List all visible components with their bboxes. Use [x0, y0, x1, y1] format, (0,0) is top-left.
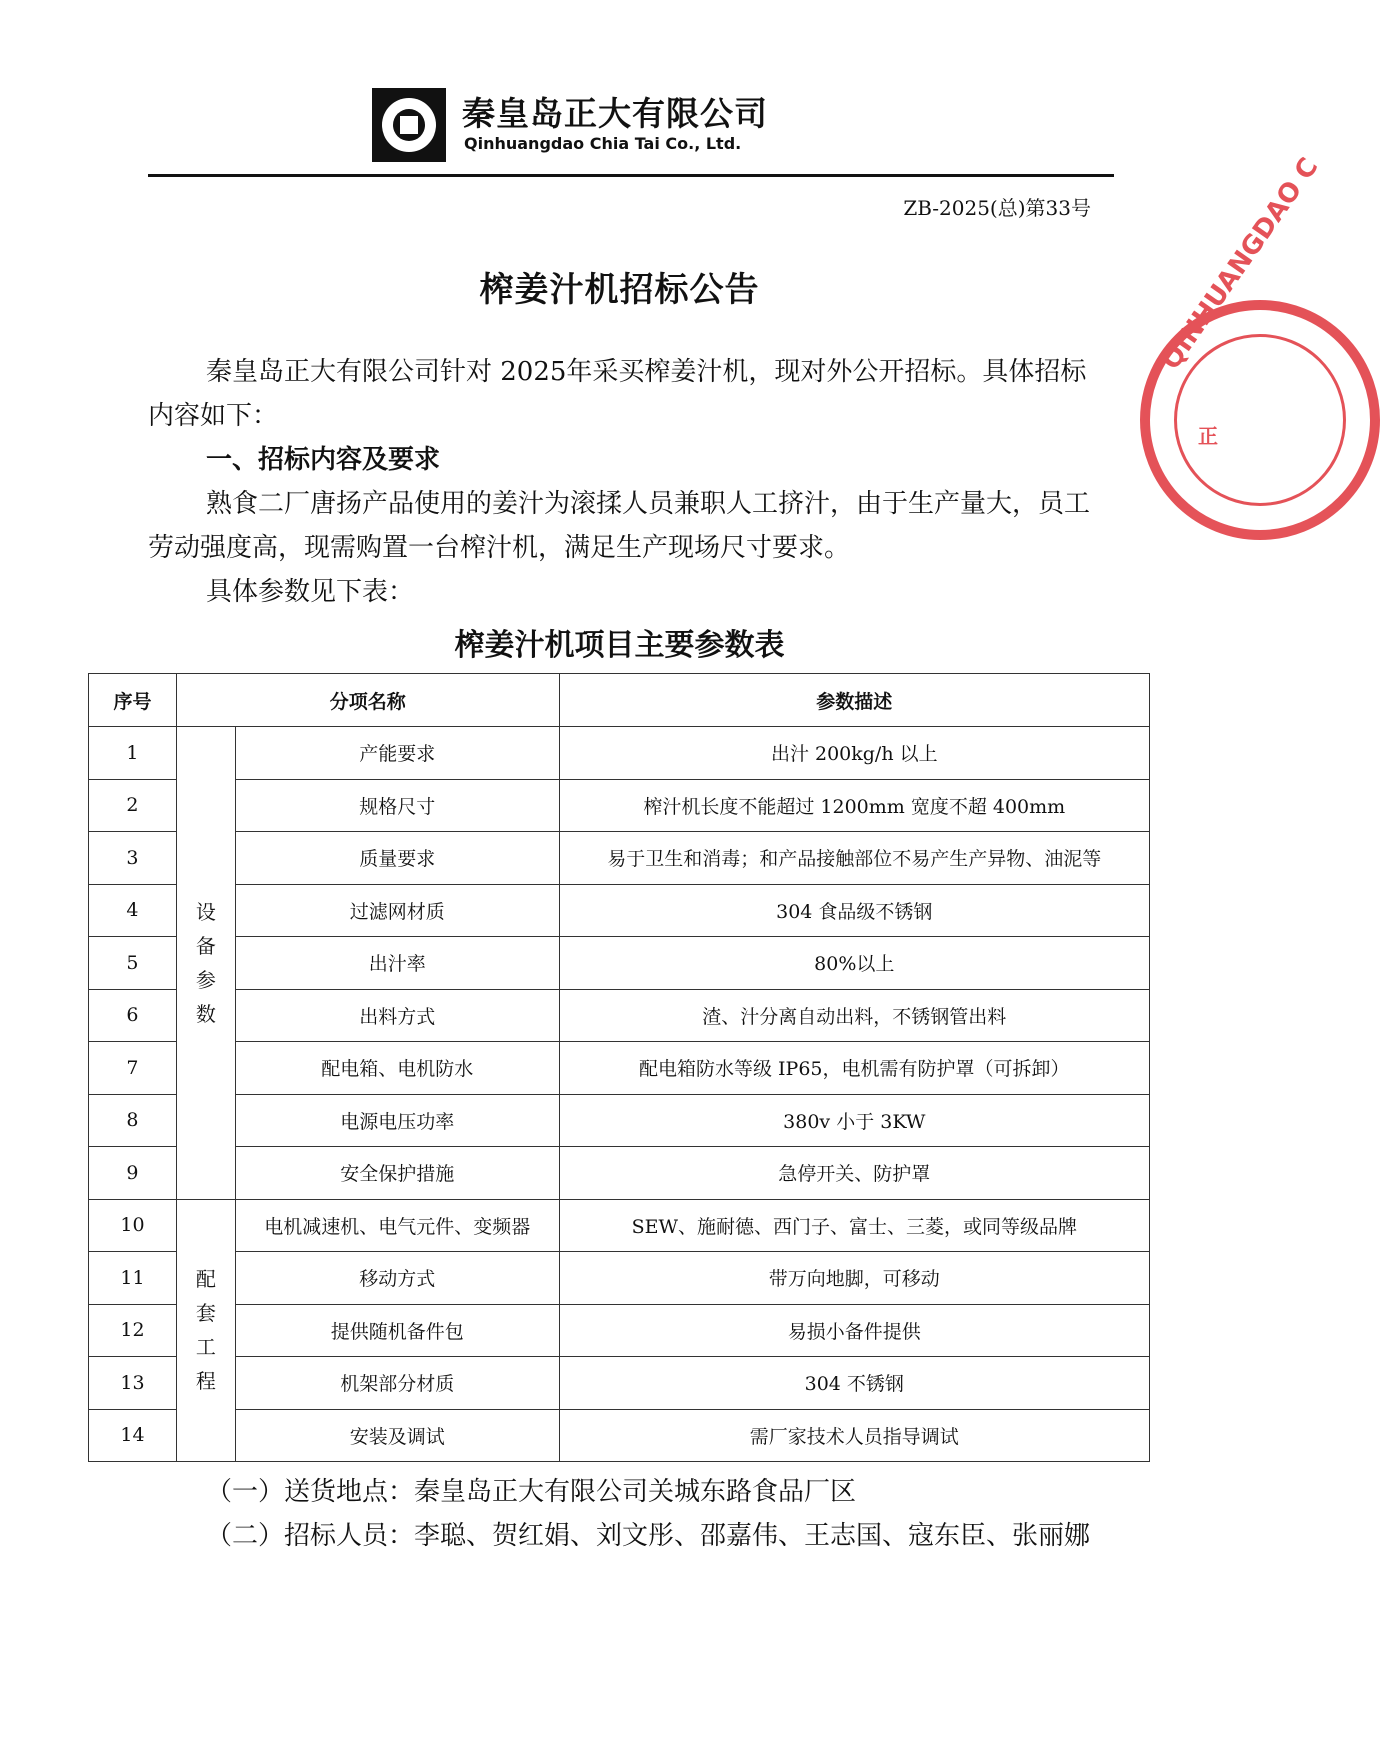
header-desc: 参数描述 — [559, 674, 1149, 727]
row-no: 8 — [89, 1094, 177, 1147]
seal-char: 正 — [1198, 424, 1218, 448]
row-name: 质量要求 — [235, 832, 559, 885]
row-desc: 急停开关、防护罩 — [559, 1147, 1149, 1200]
delivery-location: （一）送货地点：秦皇岛正大有限公司关城东路食品厂区 — [206, 1477, 857, 1507]
row-name: 电机减速机、电气元件、变频器 — [235, 1199, 559, 1252]
table-row — [89, 1147, 1150, 1200]
document-number: ZB-2025(总)第33号 — [903, 196, 1091, 220]
row-no: 11 — [89, 1252, 177, 1305]
row-desc: 304 不锈钢 — [559, 1357, 1149, 1410]
company-logo — [372, 88, 446, 162]
header-name: 分项名称 — [176, 674, 559, 727]
row-name: 机架部分材质 — [235, 1357, 559, 1410]
table-row — [89, 884, 1150, 937]
parameter-table — [88, 673, 1150, 1462]
row-no: 3 — [89, 832, 177, 885]
row-no: 13 — [89, 1357, 177, 1410]
row-no: 7 — [89, 1042, 177, 1095]
table-row — [89, 832, 1150, 885]
company-seal — [1140, 152, 1380, 540]
section1-body: 熟食二厂唐扬产品使用的姜汁为滚揉人员兼职人工挤汁，由于生产量大，员工劳动强度高，现需购置一台榨汁机，满足生产现场尺寸要求。 — [148, 489, 1091, 563]
bidding-staff: （二）招标人员：李聪、贺红娟、刘文彤、邵嘉伟、王志国、寇东臣、张丽娜 — [206, 1521, 1091, 1551]
table-title: 榨姜汁机项目主要参数表 — [454, 628, 785, 663]
table-header-row — [89, 674, 1150, 727]
row-name: 配电箱、电机防水 — [235, 1042, 559, 1095]
row-no: 5 — [89, 937, 177, 990]
company-name-en: Qinhuangdao Chia Tai Co., Ltd. — [464, 134, 742, 153]
row-name: 产能要求 — [235, 727, 559, 780]
intro-paragraph: 秦皇岛正大有限公司针对 2025年采买榨姜汁机，现对外公开招标。具体招标内容如下： — [148, 357, 1087, 431]
row-desc: 380v 小于 3KW — [559, 1094, 1149, 1147]
row-name: 出料方式 — [235, 989, 559, 1042]
document-title: 榨姜汁机招标公告 — [479, 270, 760, 310]
row-name: 出汁率 — [235, 937, 559, 990]
table-row — [89, 1199, 1150, 1252]
params-intro: 具体参数见下表： — [206, 577, 415, 607]
table-row — [89, 937, 1150, 990]
table-row — [89, 1357, 1150, 1410]
table-row — [89, 1252, 1150, 1305]
row-name: 提供随机备件包 — [235, 1304, 559, 1357]
row-no: 2 — [89, 779, 177, 832]
table-row — [89, 1042, 1150, 1095]
table-row — [89, 1304, 1150, 1357]
row-desc: 需厂家技术人员指导调试 — [559, 1409, 1149, 1462]
group-label-supporting: 配 套 工 程 — [176, 1199, 235, 1462]
row-no: 12 — [89, 1304, 177, 1357]
row-name: 过滤网材质 — [235, 884, 559, 937]
row-no: 4 — [89, 884, 177, 937]
row-name: 电源电压功率 — [235, 1094, 559, 1147]
row-desc: 304 食品级不锈钢 — [559, 884, 1149, 937]
row-no: 9 — [89, 1147, 177, 1200]
seal-text: QINHUANGDAO C — [1156, 152, 1325, 376]
row-name: 移动方式 — [235, 1252, 559, 1305]
row-no: 10 — [89, 1199, 177, 1252]
table-row — [89, 989, 1150, 1042]
table-row — [89, 727, 1150, 780]
row-no: 6 — [89, 989, 177, 1042]
row-desc: 易损小备件提供 — [559, 1304, 1149, 1357]
table-row — [89, 779, 1150, 832]
row-desc: 易于卫生和消毒；和产品接触部位不易产生产异物、油泥等 — [559, 832, 1149, 885]
company-name-cn: 秦皇岛正大有限公司 — [462, 94, 768, 133]
row-name: 安全保护措施 — [235, 1147, 559, 1200]
row-desc: 出汁 200kg/h 以上 — [559, 727, 1149, 780]
row-desc: 渣、汁分离自动出料，不锈钢管出料 — [559, 989, 1149, 1042]
header-no: 序号 — [89, 674, 177, 727]
row-no: 1 — [89, 727, 177, 780]
group-label-equipment: 设 备 参 数 — [176, 727, 235, 1200]
table-row — [89, 1409, 1150, 1462]
row-desc: 榨汁机长度不能超过 1200mm 宽度不超 400mm — [559, 779, 1149, 832]
table-row — [89, 1094, 1150, 1147]
row-name: 安装及调试 — [235, 1409, 559, 1462]
row-name: 规格尺寸 — [235, 779, 559, 832]
row-desc: 带万向地脚，可移动 — [559, 1252, 1149, 1305]
row-no: 14 — [89, 1409, 177, 1462]
header-divider — [148, 174, 1114, 177]
row-desc: 80%以上 — [559, 937, 1149, 990]
section1-heading: 一、招标内容及要求 — [206, 445, 441, 475]
row-desc: 配电箱防水等级 IP65，电机需有防护罩（可拆卸） — [559, 1042, 1149, 1095]
row-desc: SEW、施耐德、西门子、富士、三菱，或同等级品牌 — [559, 1199, 1149, 1252]
